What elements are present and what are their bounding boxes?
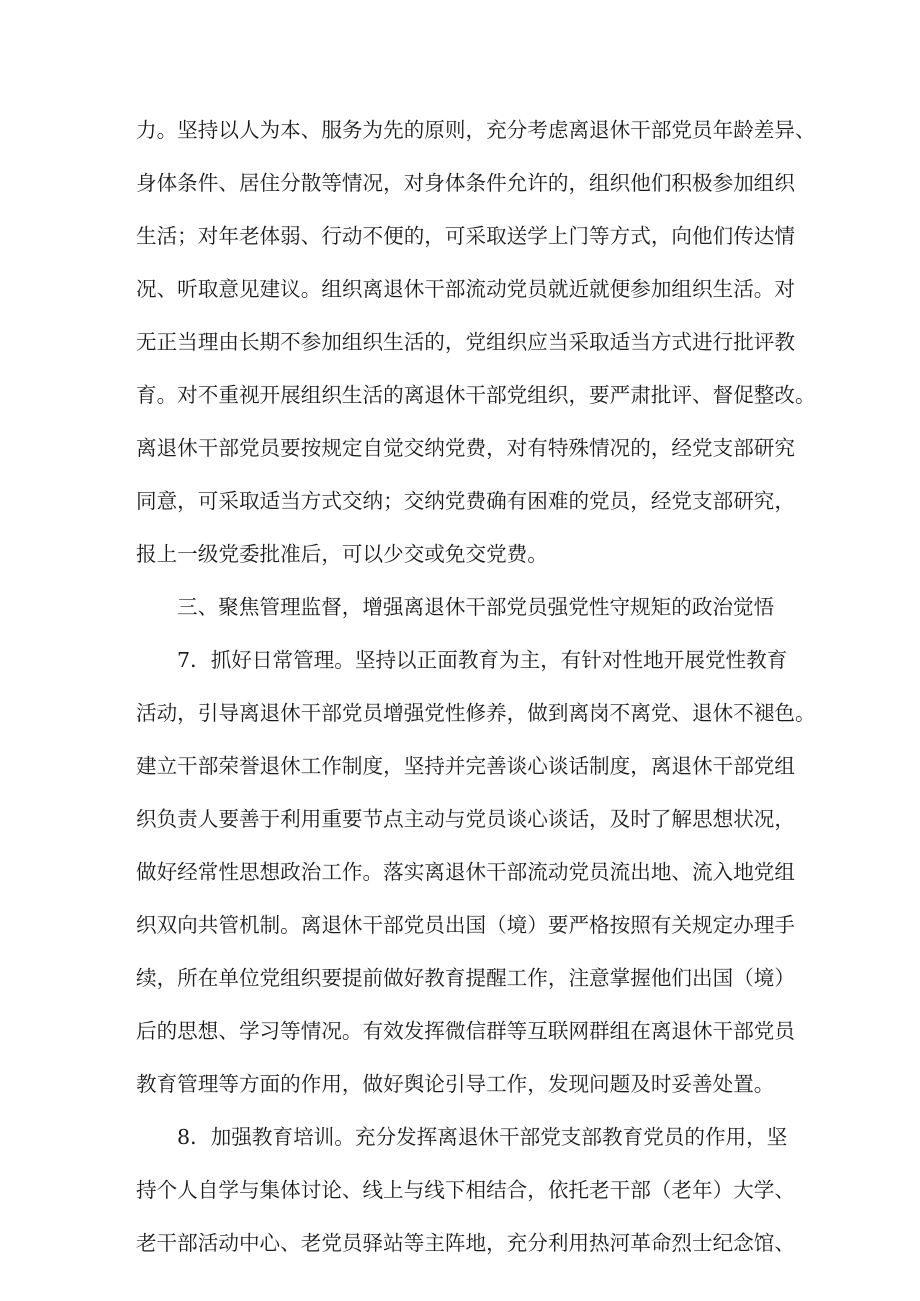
paragraph-line: 老干部活动中心、老党员驿站等主阵地，充分利用热河革命烈士纪念馆、 [136, 1231, 795, 1255]
paragraph-line: 育。对不重视开展组织生活的离退休干部党组织，要严肃批评、督促整改。 [136, 383, 816, 407]
paragraph-line: 做好经常性思想政治工作。落实离退休干部流动党员流出地、流入地党组 [136, 860, 795, 884]
paragraph-line: 8．加强教育培训。充分发挥离退休干部党支部教育党员的作用，坚 [177, 1125, 788, 1149]
paragraph-line: 教育管理等方面的作用，做好舆论引导工作，发现问题及时妥善处置。 [136, 1072, 775, 1096]
paragraph-line: 报上一级党委批准后，可以少交或免交党费。 [136, 542, 548, 566]
paragraph-line: 生活；对年老体弱、行动不便的，可采取送学上门等方式，向他们传达情 [136, 224, 795, 248]
paragraph-line: 同意，可采取适当方式交纳；交纳党费确有困难的党员，经党支部研究， [136, 489, 795, 513]
paragraph-line: 织双向共管机制。离退休干部党员出国（境）要严格按照有关规定办理手 [136, 913, 795, 937]
paragraph-line: 身体条件、居住分散等情况，对身体条件允许的，组织他们积极参加组织 [136, 171, 795, 195]
paragraph-line: 续，所在单位党组织要提前做好教育提醒工作，注意掌握他们出国（境） [136, 966, 795, 990]
paragraph-line: 离退休干部党员要按规定自觉交纳党费，对有特殊情况的，经党支部研究 [136, 436, 795, 460]
paragraph-line: 后的思想、学习等情况。有效发挥微信群等互联网群组在离退休干部党员 [136, 1019, 795, 1043]
paragraph-line: 况、听取意见建议。组织离退休干部流动党员就近就便参加组织生活。对 [136, 277, 795, 301]
paragraph-line: 力。坚持以人为本、服务为先的原则，充分考虑离退休干部党员年龄差异、 [136, 118, 816, 142]
paragraph-line: 织负责人要善于利用重要节点主动与党员谈心谈话，及时了解思想状况， [136, 807, 795, 831]
paragraph-line: 建立干部荣誉退休工作制度，坚持并完善谈心谈话制度，离退休干部党组 [136, 754, 795, 778]
paragraph-line: 7．抓好日常管理。坚持以正面教育为主，有针对性地开展党性教育 [177, 648, 788, 672]
paragraph-line: 无正当理由长期不参加组织生活的，党组织应当采取适当方式进行批评教 [136, 330, 795, 354]
paragraph-line: 活动，引导离退休干部党员增强党性修养，做到离岗不离党、退休不褪色。 [136, 701, 816, 725]
paragraph-line: 持个人自学与集体讨论、线上与线下相结合，依托老干部（老年）大学、 [136, 1178, 795, 1202]
section-heading: 三、聚焦管理监督，增强离退休干部党员强党性守规矩的政治觉悟 [177, 595, 775, 619]
